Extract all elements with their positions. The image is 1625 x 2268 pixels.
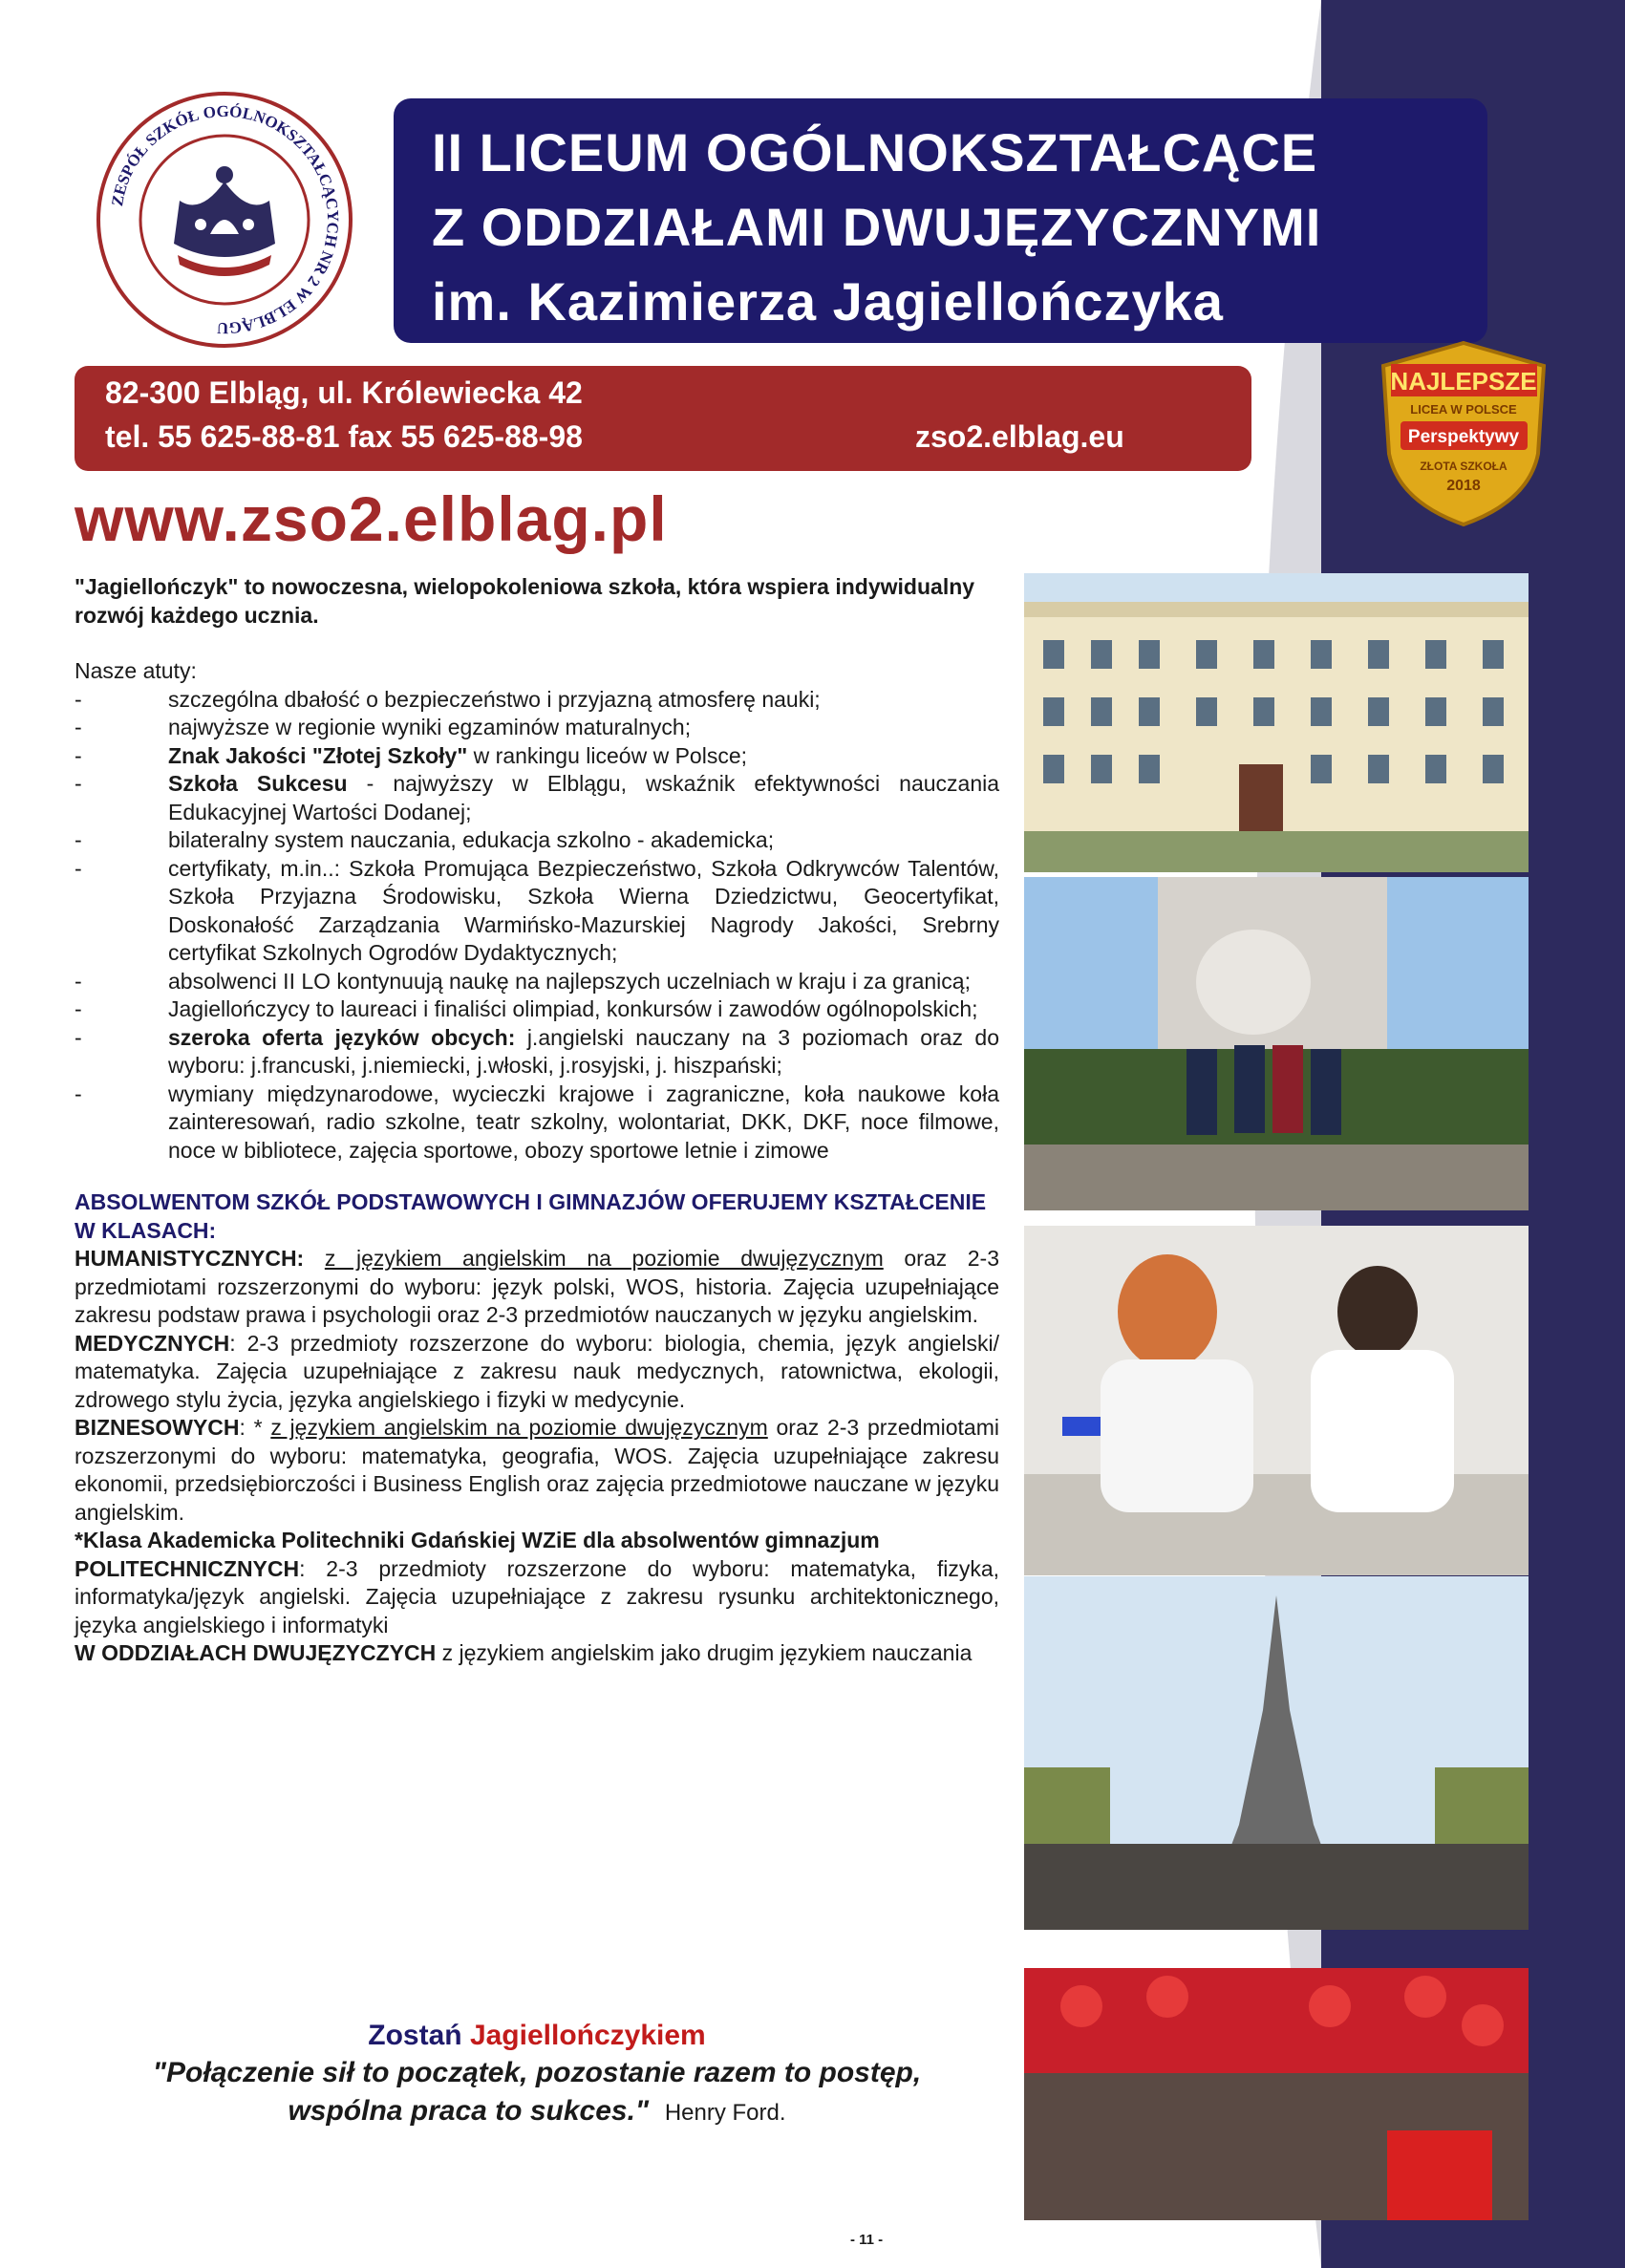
website-short[interactable]: zso2.elblag.eu [915,419,1124,454]
atut-item: - Znak Jakości "Złotej Szkoły" w rankingu liceów w Polsce; [75,742,999,771]
street-address: 82-300 Elbląg, ul. Królewiecka 42 [105,375,583,410]
quote-line-2: wspólna praca to sukces." Henry Ford. [288,2095,786,2127]
photo-valentine-event [1024,1968,1529,2220]
list-dash: - [75,1024,82,1050]
offer-business: BIZNESOWYCH: * z językiem angielskim na poziomie dwujęzycznym oraz 2-3 przedmiotami rozszerzonymi do wyboru: matematyka, geografia, WOS. Zajęcia uzupełniające zakresu ekonomii, przedsiębiorczości i Business English oraz zajęcia przedmiotowe nauczane w języku angielskim. [75,1415,999,1525]
list-dash: - [75,1081,82,1106]
offer-heading: ABSOLWENTOM SZKÓŁ PODSTAWOWYCH I GIMNAZJÓW OFERUJEMY KSZTAŁCENIE W KLASACH: [75,1189,987,1243]
photo-laboratory [1024,1226,1529,1575]
website-main[interactable]: www.zso2.elblag.pl [75,483,668,554]
photo-school-building [1024,573,1529,872]
photo-students-monument [1024,877,1529,1210]
list-dash: - [75,742,82,768]
best-school-badge [1376,339,1552,528]
atut-item: - bilateralny system nauczania, edukacja szkolno - akademicka; [75,826,999,855]
phone-fax: tel. 55 625-88-81 fax 55 625-88-98 [105,419,583,454]
atut-item: - Jagiellończycy to laureaci i finaliści olimpiad, konkursów i zawodów ogólnopolskich; [75,995,999,1024]
list-dash: - [75,827,82,852]
title-line-1: II LICEUM OGÓLNOKSZTAŁCĄCE [432,122,1318,182]
atuty-heading: Nasze atuty: [75,658,197,683]
atut-item: - certyfikaty, m.in..: Szkoła Promująca Bezpieczeństwo, Szkoła Odkrywców Talentów, Szkoła Przyjazna Środowisku, Szkoła Wierna Dziedzictwu, Geocertyfikat, Doskonałość Zarządzania Warmińsko-Mazurskiej Nagrody Jakości, Srebrny certyfikat Szkolnych Ogrodów Dydaktycznych; [75,855,999,968]
atut-item: - najwyższe w regionie wyniki egzaminów maturalnych; [75,714,999,742]
atut-item: - wymiany międzynarodowe, wycieczki krajowe i zagraniczne, koła naukowe koła zainteresowań, radio szkolne, teatr szkolny, wolontariat, DKK, DKF, noce filmowe, noce w bibliotece, zajęcia sportowe, obozy sportowe letnie i zimowe [75,1081,999,1166]
page-number: - 11 - [850,2232,884,2248]
atut-item: - szeroka oferta języków obcych: j.angielski nauczany na 3 poziomach oraz do wyboru: j.francuski, j.niemiecki, j.włoski, j.rosyjski, j. hiszpański; [75,1024,999,1081]
offer-academic-note: *Klasa Akademicka Politechniki Gdańskiej WZiE dla absolwentów gimnazjum [75,1528,880,1552]
atut-item: - Szkoła Sukcesu - najwyższy w Elblągu, wskaźnik efektywności nauczania Edukacyjnej Wartości Dodanej; [75,770,999,826]
list-dash: - [75,996,82,1021]
quote-line-1: "Połączenie sił to początek, pozostanie razem to postęp, [152,2057,922,2088]
photo-eiffel-tower [1024,1576,1529,1930]
offer-polytechnic: POLITECHNICZNYCH: 2-3 przedmioty rozszerzone do wyboru: matematyka, fizyka, informatyka/język angielski. Zajęcia uzupełniające z zakresu rysunku architektonicznego, języka angielskiego i informatyki [75,1555,999,1637]
school-logo [96,91,353,349]
quote-author: Henry Ford. [664,2100,786,2126]
badge-line-4: ZŁOTA SZKOŁA [1420,460,1507,473]
list-dash: - [75,771,82,796]
badge-line-5: 2018 [1446,478,1481,494]
title-line-3: im. Kazimierza Jagiellończyka [432,271,1224,332]
closing-lead: Zostań Jagiellończykiem [368,2020,706,2051]
badge-line-2: LICEA W POLSCE [1410,402,1517,417]
offer-bilingual: W ODDZIAŁACH DWUJĘZYCZYCH z językiem angielskim jako drugim językiem nauczania [75,1640,973,1665]
intro-paragraph: "Jagiellończyk" to nowoczesna, wielopokoleniowa szkoła, która wspiera indywidualny rozwój każdego ucznia. [75,574,975,628]
logo-ring-text: ZESPÓŁ SZKÓŁ OGÓLNOKSZTAŁCĄCYCH NR 2 W ELBLĄGU [107,101,343,338]
address-banner [75,366,1251,471]
main-text [75,573,999,1668]
list-dash: - [75,968,82,994]
title-banner [394,98,1487,343]
offer-humanistic: HUMANISTYCZNYCH: z językiem angielskim na poziomie dwujęzycznym oraz 2-3 przedmiotami rozszerzonymi do wyboru: język polski, WOS, historia. Zajęcia uzupełniające zakresu podstaw prawa i psychologii oraz 2-3 przedmiotów nauczanych w języku angielskim. [75,1246,999,1327]
atut-item: - absolwenci II LO kontynuują naukę na najlepszych uczelniach w kraju i za granicą; [75,968,999,996]
list-dash: - [75,715,82,739]
list-dash: - [75,686,82,712]
closing-block [75,2018,999,2132]
offer-medical: MEDYCZNYCH: 2-3 przedmioty rozszerzone do wyboru: biologia, chemia, język angielski/ matematyka. Zajęcia uzupełniające z zakresu nauk medycznych, ratownictwa, ekologii, zdrowego stylu życia, języka angielskiego i fizyki w medycynie. [75,1330,999,1412]
badge-line-1: NAJLEPSZE [1390,367,1537,396]
list-dash: - [75,855,82,881]
atut-item: - szczególna dbałość o bezpieczeństwo i przyjazną atmosferę nauki; [75,686,999,715]
badge-line-3: Perspektywy [1407,427,1520,447]
atuty-list [75,686,999,1166]
title-line-2: Z ODDZIAŁAMI DWUJĘZYCZNYMI [432,197,1322,257]
